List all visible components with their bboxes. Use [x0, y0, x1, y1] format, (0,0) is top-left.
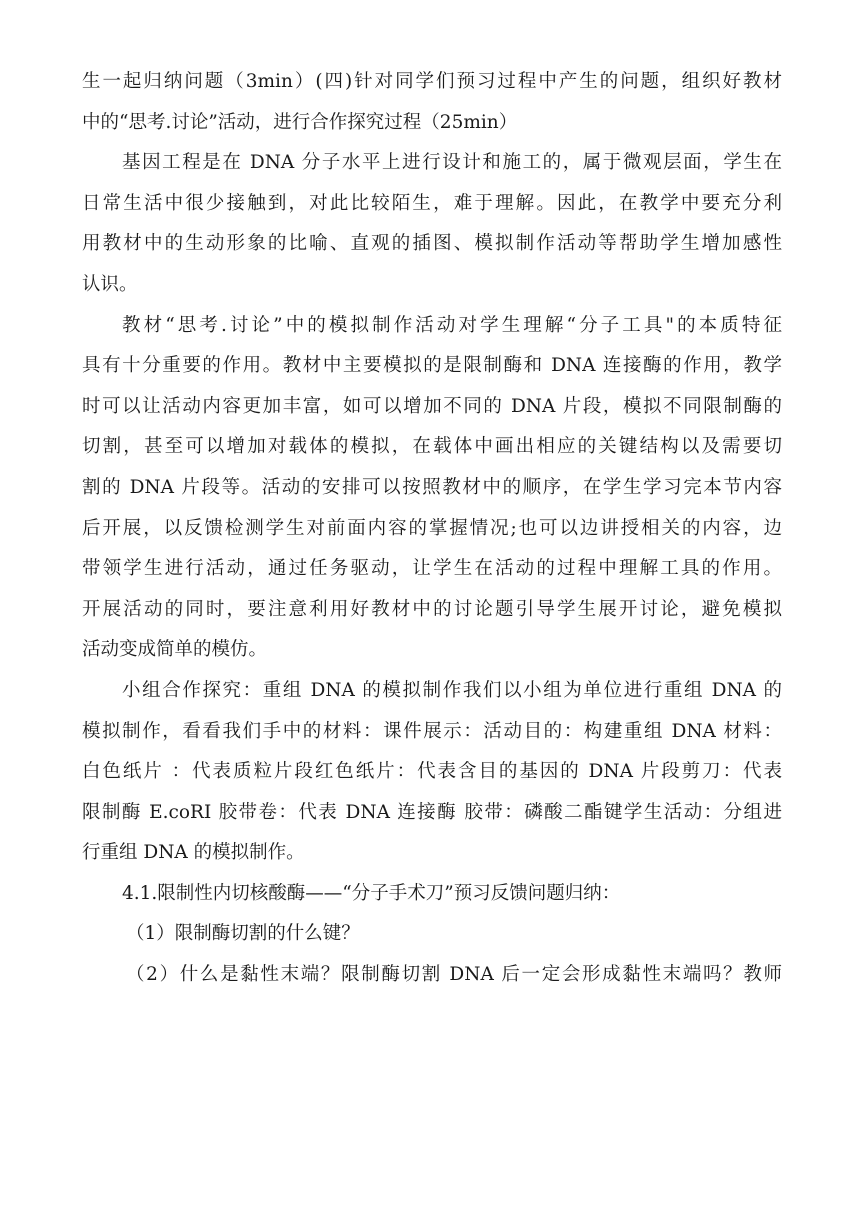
text-line: 小组合作探究：重组 DNA 的模拟制作我们以小组为单位进行重组 DNA 的 — [122, 679, 782, 701]
text-line: 中的“思考.讨论”活动，进行合作探究过程（25min） — [82, 111, 518, 133]
paragraph — [82, 306, 782, 671]
question-item: （2）什么是黏性末端？限制酶切割 DNA 后一定会形成黏性末端吗？教师 — [126, 964, 782, 986]
paragraph — [82, 671, 782, 874]
question-item: （1）限制酶切割的什么键？ — [126, 923, 360, 945]
text-line: 限制酶 E.coRI 胶带卷：代表 DNA 连接酶 胶带：磷酸二酯键学生活动：分组进 — [82, 801, 782, 823]
text-line: 切割，甚至可以增加对载体的模拟，在载体中画出相应的关键结构以及需要切 — [82, 436, 782, 458]
text-line: 模拟制作，看看我们手中的材料：课件展示：活动目的：构建重组 DNA 材料： — [82, 720, 782, 742]
paragraph — [82, 955, 782, 996]
paragraph — [82, 914, 782, 955]
text-line: 教材“思考.讨论”中的模拟制作活动对学生理解“分子工具"的本质特征 — [122, 314, 782, 336]
text-line: 认识。 — [82, 273, 138, 295]
section-heading: 4.1.限制性内切核酸酶——“分子手术刀”预习反馈问题归纳： — [122, 882, 621, 904]
text-line: 时可以让活动内容更加丰富，如可以增加不同的 DNA 片段，模拟不同限制酶的 — [82, 395, 782, 417]
text-line: 用教材中的生动形象的比喻、直观的插图、模拟制作活动等帮助学生增加感性 — [82, 233, 782, 255]
text-line: 生一起归纳问题（3min）(四)针对同学们预习过程中产生的问题，组织好教材 — [82, 71, 782, 92]
text-line: 割的 DNA 片段等。活动的安排可以按照教材中的顺序，在学生学习完本节内容 — [82, 476, 782, 498]
text-line: 开展活动的同时，要注意利用好教材中的讨论题引导学生展开讨论，避免模拟 — [82, 598, 782, 620]
paragraph — [82, 874, 782, 915]
text-line: 具有十分重要的作用。教材中主要模拟的是限制酶和 DNA 连接酶的作用，教学 — [82, 355, 782, 377]
paragraph — [82, 143, 782, 305]
paragraph — [82, 62, 782, 143]
text-line: 日常生活中很少接触到，对此比较陌生，难于理解。因此，在教学中要充分利 — [82, 192, 782, 214]
text-line: 基因工程是在 DNA 分子水平上进行设计和施工的，属于微观层面，学生在 — [122, 152, 782, 174]
text-line: 带领学生进行活动，通过任务驱动，让学生在活动的过程中理解工具的作用。 — [82, 558, 782, 580]
document-page — [82, 62, 782, 996]
text-line: 白色纸片 ：代表质粒片段红色纸片：代表含目的基因的 DNA 片段剪刀：代表 — [82, 761, 782, 783]
text-line: 活动变成简单的模仿。 — [82, 639, 268, 661]
text-line: 行重组 DNA 的模拟制作。 — [82, 842, 305, 864]
text-line: 后开展，以反馈检测学生对前面内容的掌握情况;也可以边讲授相关的内容，边 — [82, 517, 782, 539]
